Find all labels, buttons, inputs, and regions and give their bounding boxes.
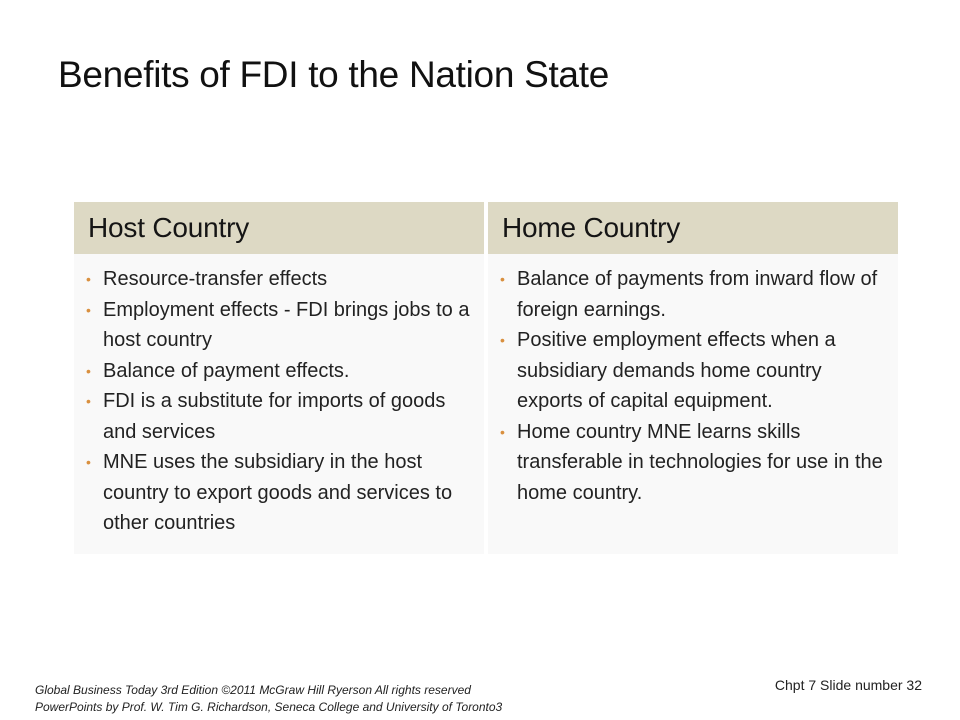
list-item: • Resource-transfer effects — [101, 264, 478, 295]
home-country-body — [488, 254, 898, 554]
host-country-body — [74, 254, 484, 554]
list-item: • Positive employment effects when a subsidiary demands home country exports of capital equipment. — [515, 325, 892, 417]
list-item: • Employment effects - FDI brings jobs to a host country — [101, 295, 478, 356]
footer-credit-line: Global Business Today 3rd Edition ©2011 McGraw Hill Ryerson All rights reserved — [35, 683, 471, 697]
footer-credit-line: PowerPoints by Prof. W. Tim G. Richardson, Seneca College and University of Toronto3 — [35, 700, 503, 714]
bullet-icon: • — [86, 393, 91, 409]
bullet-icon: • — [86, 362, 91, 379]
home-country-list — [500, 264, 892, 508]
home-country-column — [488, 202, 898, 554]
host-country-header: Host Country — [74, 202, 484, 254]
list-item: • MNE uses the subsidiary in the host country to export goods and services to other countries — [101, 447, 478, 539]
bullet-icon: • — [86, 271, 91, 287]
bullet-icon: • — [500, 271, 505, 287]
host-country-column — [74, 202, 484, 554]
bullet-icon: • — [500, 332, 505, 348]
bullet-icon: • — [86, 454, 91, 470]
list-item: • Home country MNE learns skills transferable in technologies for use in the home country. — [515, 417, 892, 509]
slide-number: Chpt 7 Slide number 32 — [774, 677, 922, 693]
bullet-icon: • — [500, 423, 505, 440]
slide-title: Benefits of FDI to the Nation State — [58, 54, 609, 95]
host-country-list — [86, 264, 478, 539]
list-item: • Balance of payment effects. — [101, 356, 478, 387]
comparison-table — [74, 202, 898, 554]
bullet-icon: • — [86, 301, 91, 318]
home-country-header: Home Country — [488, 202, 898, 254]
footer-credits — [35, 682, 502, 716]
list-item: • Balance of payments from inward flow of foreign earnings. — [515, 264, 892, 325]
list-item: • FDI is a substitute for imports of goods and services — [101, 386, 478, 447]
